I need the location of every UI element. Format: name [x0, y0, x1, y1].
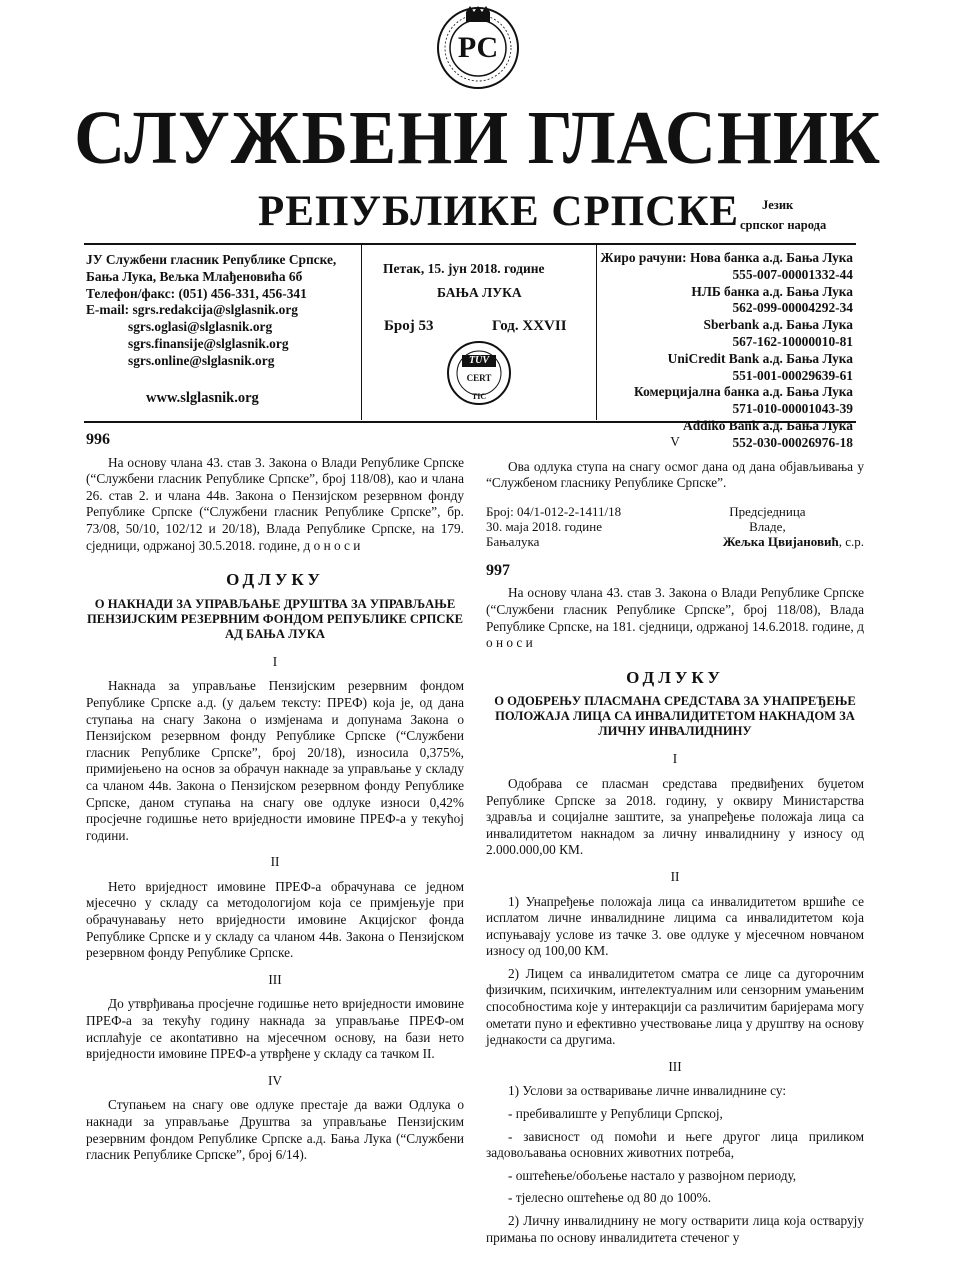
decision-heading: ОДЛУКУ [226, 570, 324, 590]
section-number: I [272, 653, 278, 669]
bank-account: 562-099-00004292-34 [732, 300, 853, 316]
bank-line: Sberbank а.д. Бања Лука [703, 317, 853, 333]
language-value: српског народа [740, 218, 827, 232]
section-number: I [672, 751, 678, 767]
bank-account: 571-010-00001043-39 [732, 401, 853, 417]
issue-city: БАЊА ЛУКА [437, 285, 522, 300]
decision-heading: ОДЛУКУ [626, 667, 724, 687]
signer-title: Владе, [749, 518, 786, 534]
header-divider-right [596, 245, 597, 420]
cert-mid-text: CERT [466, 373, 492, 383]
paragraph: Нето вриједност имовине ПРЕФ-а обрачунава се једном мјесечно у складу са методологијом која се примјењује при обрачунавању нето вриједности имовине Акцијског фонда Републике Српске и у складу са чланом 44в. Закона о Пензијском резервном фонду Републике Српске. [86, 878, 464, 961]
section-number: II [270, 854, 280, 870]
signer-suffix: , с.р. [838, 533, 864, 549]
publisher-info [86, 252, 336, 370]
seal-monogram: РС [457, 31, 499, 64]
paragraph: 2) Лицем са инвалидитетом сматра се лице са дугорочним физичким, психичким, интелектуалним или сензорним умањеним способностима које у интеракцији са различитим баријерама могу ометати пуно и ефективно учествовање лица у друштву на основу једнакости са другима. [486, 965, 864, 1048]
bank-line: НЛБ банка а.д. Бања Лука [691, 283, 853, 299]
issue-number: Број 53 [384, 318, 434, 334]
cert-bottom-text: TIC [471, 392, 487, 401]
masthead-rule [84, 243, 856, 245]
list-item: - зависност од помоћи и његе другог лица приликом задовољавања основних животних потреба, [486, 1128, 864, 1161]
preamble: На основу члана 43. став 3. Закона о Влади Републике Српске (“Службени гласник Републике Српске”, број 118/08), као и члана 26. став 2. и члана 44в. Закона о Пензијском резервном фонду Републике Српске (“Службени гласник Републике Српске”, бр. 73/08, 50/10, 102/12 и 20/18), Влада Републике Српске, на 179. сједници, одржаној 30.5.2018. године, д о н о с и [86, 454, 464, 553]
section-number: IV [267, 1072, 283, 1088]
decision-subheading: О НАКНАДИ ЗА УПРАВЉАЊЕ ДРУШТВА ЗА УПРАВЉАЊЕ ПЕНЗИЈСКИМ РЕЗЕРВНИМ ФОНДОМ РЕПУБЛИКЕ СРПСКЕ АД БАЊА ЛУКА [86, 596, 464, 641]
right-column [486, 434, 864, 1246]
cert-top-text: TÜV [469, 355, 489, 366]
section-number: III [268, 971, 282, 987]
reference-number: Број: 04/1-012-2-1411/18 [486, 503, 622, 519]
publisher-email[interactable]: sgrs.oglasi@slglasnik.org [128, 319, 273, 335]
list-item: - тјелесно оштећење од 80 до 100%. [508, 1190, 712, 1206]
decision-number: 996 [86, 431, 110, 448]
bank-account: 552-030-00026976-18 [732, 434, 853, 450]
bank-account: 567-162-10000010-81 [732, 333, 853, 349]
decision-subheading: О ОДОБРЕЊУ ПЛАСМАНА СРЕДСТАВА ЗА УНАПРЕЂЕЊЕ ПОЛОЖАЈА ЛИЦА СА ИНВАЛИДИТЕТОМ НАКНАДОМ ЗА ЛИЧНУ ИНВАЛИДНИНУ [494, 694, 856, 739]
reference-city: Бањалука [486, 533, 540, 549]
paragraph: Ступањем на снагу ове одлуке престаје да важи Одлука о накнади за управљање Друштва за управљање Пензијским резервним фондом Републике Српске а.д. Бања Лука (“Службени гласник Републике Српске”, број 6/14). [86, 1097, 464, 1163]
issue-year: Год. XXVII [492, 318, 567, 334]
paragraph: Накнада за управљање Пензијским резервним фондом Републике Српске а.д. (у даљем тексту: ПРЕФ) која је, од дана ступања на снагу Закона о измјенама и допунама Закона о Пензијском резервном фонду Републике Српске (“Службени гласник Републике Српске”, број 20/18), износила 0,375%, примијењено на основ за обрачун накнаде за управљање у складу са чланом 44в. Закона о Пензијском резервном фонду Републике Српске, даном ступања на снагу ове одлуке износи 0,42% просјечне годишње нето вриједности имовине ПРЕФ-а у текућој години. [86, 678, 464, 843]
section-number: V [670, 434, 680, 449]
website-link[interactable]: www.slglasnik.org [146, 390, 259, 406]
signer-title: Предсједница [729, 503, 806, 519]
paragraph: 2) Личну инвалиднину не могу остварити лица која остварују примања по основу инвалидитета стеченог у [486, 1213, 864, 1245]
section-number: II [670, 868, 680, 884]
paragraph: 1) Унапређење положаја лица са инвалидитетом вршиће се исплатом личне инвалиднине лицима са инвалидитетом која испуњавају услове из тачке 3. ове одлуке у мјесечном новчаном износу од 100,00 КМ. [486, 893, 864, 959]
bank-account: 555-007-00001332-44 [732, 266, 853, 282]
paragraph: 1) Услови за остваривање личне инвалиднине су: [508, 1083, 787, 1099]
preamble: На основу члана 43. став 3. Закона о Влади Републике Српске (“Службени гласник Републике Српске”, број 118/08), Влада Републике Српске, на 181. сједници, одржаној 14.6.2018. године, д о н о с и [486, 585, 864, 651]
publisher-line: Телефон/факс: (051) 456-331, 456-341 [86, 285, 307, 301]
left-column [86, 432, 464, 1164]
paragraph: Ова одлука ступа на снагу осмог дана од дана објављивања у “Службеном гласнику Републике Српске”. [486, 458, 864, 491]
bank-account: 551-001-00029639-61 [732, 367, 853, 383]
bank-accounts [600, 250, 853, 452]
language-label: Језик [762, 198, 794, 212]
publisher-email[interactable]: sgrs.finansije@slglasnik.org [128, 335, 289, 351]
publisher-line: E-mail: sgrs.redakcija@slglasnik.org [86, 302, 298, 318]
signer-name: Жељка Цвијановић [722, 533, 839, 549]
bank-line: UniCredit Bank а.д. Бања Лука [667, 350, 853, 366]
list-item: - оштећење/обољење настало у развојном периоду, [508, 1167, 797, 1183]
bank-line: Addiko Bank а.д. Бања Лука [683, 417, 853, 433]
paragraph: Одобрава се пласман средстава предвиђених буџетом Републике Српске за 2018. годину, у оквиру Министарства здравља и социјалне заштите, за унапређење положаја лица са инвалидитетом накнадом за личну инвалиднину у износу од 2.000.000,00 КМ. [486, 775, 864, 858]
signature-block [486, 504, 864, 549]
publisher-line: Бања Лука, Вељка Млађеновића 6б [86, 268, 303, 284]
bank-line: Комерцијална банка а.д. Бања Лука [634, 384, 853, 400]
publisher-email[interactable]: sgrs.online@slglasnik.org [128, 352, 275, 368]
gazette-subtitle: РЕПУБЛИКЕ СРПСКЕ [258, 188, 740, 235]
header-divider-left [361, 245, 362, 420]
gazette-title: СЛУЖБЕНИ ГЛАСНИК [74, 96, 881, 180]
paragraph: До утврђивања просјечне годишње нето вриједности имовине ПРЕФ-а за текућу годину накнада за управљање ПРЕФ-ом исплаћује се акontативно на мјесечном основу, на бази нето вриједности имовине ПРЕФ-а утврђене у складу са тачком II. [86, 996, 464, 1062]
publisher-line: ЈУ Службени гласник Републике Српске, [86, 252, 337, 267]
section-number: III [668, 1058, 682, 1074]
issue-date: Петак, 15. јун 2018. године [383, 261, 545, 276]
bank-line: Жиро рачуни: Нова банка а.д. Бања Лука [600, 250, 853, 265]
list-item: - пребивалиште у Републици Српској, [508, 1106, 723, 1122]
decision-number: 997 [486, 561, 510, 579]
reference-date: 30. маја 2018. године [486, 518, 602, 534]
